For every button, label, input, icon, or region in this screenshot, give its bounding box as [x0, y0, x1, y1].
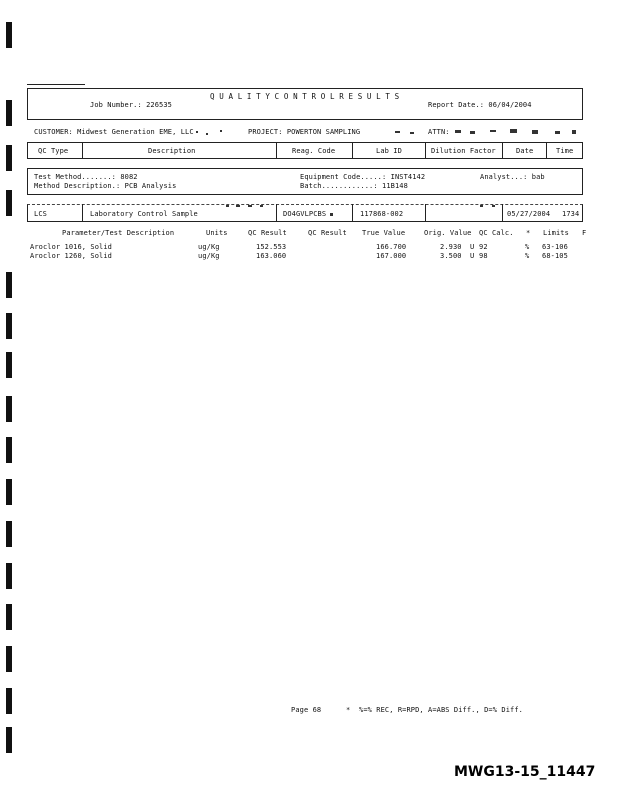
analyst: [480, 173, 545, 181]
res-col-qc-calc: QC Calc.: [479, 229, 514, 237]
result-qc-result: 163.060: [256, 252, 287, 260]
project-label: PROJECT:: [248, 128, 283, 136]
customer-line: [34, 128, 194, 136]
res-col-limits: Limits: [543, 229, 569, 237]
page-number: Page 68: [291, 706, 322, 714]
res-col-flag: F: [582, 229, 587, 237]
analyst-value: bab: [531, 173, 545, 181]
qc-description-value: Laboratory Control Sample: [90, 210, 198, 218]
result-param: Aroclor 1016, Solid: [30, 243, 112, 251]
analyst-label: Analyst...:: [480, 173, 528, 181]
equipment-value: INST4142: [390, 173, 426, 181]
report-date: [428, 101, 532, 109]
result-limits: 63-106: [542, 243, 568, 251]
attn-label: ATTN:: [428, 128, 450, 136]
res-col-qc-result: QC Result: [248, 229, 287, 237]
result-qc-calc: 98: [479, 252, 488, 260]
report-date-label: Report Date.:: [428, 101, 485, 109]
result-flag: U: [470, 243, 475, 251]
customer-value: Midwest Generation EME, LLC: [77, 128, 194, 136]
job-number-label: Job Number.:: [90, 101, 142, 109]
test-method-label: Test Method.......:: [34, 173, 116, 181]
col-dilution-factor: Dilution Factor: [431, 147, 496, 155]
qc-time-value: 1734: [562, 210, 580, 218]
res-col-units: Units: [206, 229, 228, 237]
col-date: Date: [516, 147, 534, 155]
job-number: [90, 101, 172, 109]
legend-text: %=% REC, R=RPD, A=ABS Diff., D=% Diff.: [359, 706, 523, 714]
result-true-value: 166.700: [376, 243, 407, 251]
col-qc-type: QC Type: [38, 147, 69, 155]
res-col-star: *: [526, 229, 531, 237]
legend-star: *: [346, 706, 351, 714]
res-col-orig-value: Orig. Value: [424, 229, 472, 237]
col-reag-code: Reag. Code: [292, 147, 336, 155]
project-line: [248, 128, 360, 136]
batch-value: 11B148: [382, 182, 408, 190]
attn-line: [428, 128, 450, 136]
equipment-label: Equipment Code.....:: [300, 173, 387, 181]
qc-date-value: 05/27/2004: [507, 210, 551, 218]
col-lab-id: Lab ID: [376, 147, 402, 155]
qc-lab-id-value: 117868-002: [360, 210, 404, 218]
result-true-value: 167.000: [376, 252, 407, 260]
result-qc-calc: 92: [479, 243, 488, 251]
result-orig-value: 3.500: [440, 252, 462, 260]
method-description: [34, 182, 176, 190]
batch-label: Batch............:: [300, 182, 378, 190]
result-limits: 68-105: [542, 252, 568, 260]
col-time: Time: [556, 147, 574, 155]
top-rule: [27, 84, 85, 85]
col-description: Description: [148, 147, 196, 155]
job-number-value: 226535: [146, 101, 172, 109]
customer-label: CUSTOMER:: [34, 128, 73, 136]
equipment-code: [300, 173, 425, 181]
result-units: ug/Kg: [198, 252, 220, 260]
report-date-value: 06/04/2004: [488, 101, 532, 109]
project-value: POWERTON SAMPLING: [286, 128, 361, 136]
result-pct: %: [525, 252, 530, 260]
result-orig-value: 2.930: [440, 243, 462, 251]
qc-type-value: LCS: [34, 210, 47, 218]
method-description-label: Method Description.:: [34, 182, 121, 190]
test-method-value: 8082: [120, 173, 138, 181]
batch: [300, 182, 408, 190]
result-param: Aroclor 1260, Solid: [30, 252, 112, 260]
document-id: MWG13-15_11447: [454, 764, 596, 780]
test-method: [34, 173, 138, 181]
res-col-qc-result-2: QC Result: [308, 229, 347, 237]
qc-reag-code-value: DO4GVLPCBS: [283, 210, 327, 218]
res-col-true-value: True Value: [362, 229, 406, 237]
res-col-parameter: Parameter/Test Description: [62, 229, 175, 237]
result-pct: %: [525, 243, 530, 251]
method-description-value: PCB Analysis: [124, 182, 177, 190]
result-units: ug/Kg: [198, 243, 220, 251]
report-title: Q U A L I T Y C O N T R O L R E S U L T S: [210, 92, 400, 101]
result-qc-result: 152.553: [256, 243, 287, 251]
result-flag: U: [470, 252, 475, 260]
